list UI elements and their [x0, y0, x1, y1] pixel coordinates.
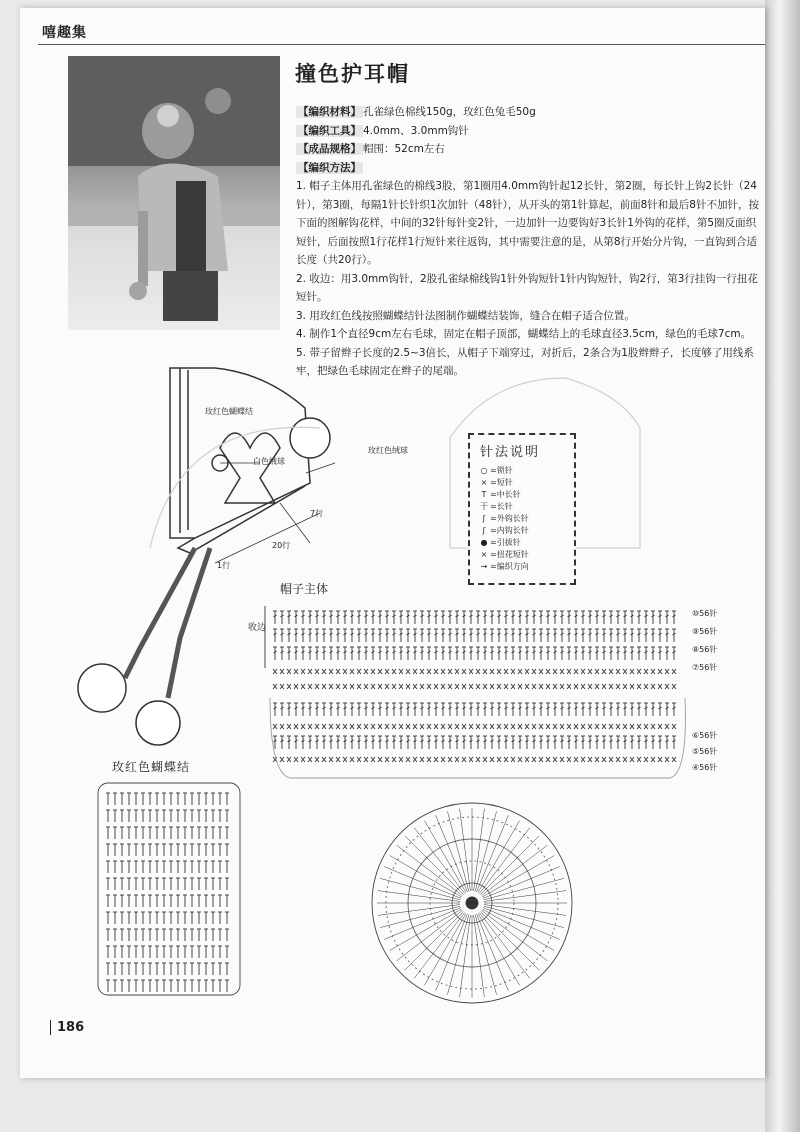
- row-label: ⑨56针: [692, 627, 718, 636]
- bow-chart-label: 玫红色蝴蝶结: [112, 760, 191, 774]
- dimension-1-row: 1行: [217, 561, 231, 570]
- legend-item: × =短针: [480, 478, 513, 487]
- crown-round-chart: [20, 8, 765, 1078]
- book-page: [20, 8, 765, 1078]
- step-5: 5. 带子留辫子长度的2.5~3倍长，从帽子下端穿过，对折后，2条合为1股辫辫子，长度够了用线系牢，把绿色毛球固定在辫子的尾端。: [296, 346, 754, 377]
- step-2: 2. 收边：用3.0mm钩针，2股孔雀绿棉线钩1针外钩短针1针内钩短针，钩2行，第3行挂钩一行扭花短针。: [296, 272, 758, 303]
- dimension-20-rows: 20行: [272, 541, 291, 550]
- legend-item: ● =引拔针: [480, 538, 521, 547]
- tools-text: 4.0mm、3.0mm钩针: [363, 124, 469, 137]
- pattern-title: 撞色护耳帽: [295, 62, 410, 86]
- legend-item: ○ =锁针: [480, 466, 513, 475]
- row-label: ⑧56针: [692, 645, 718, 654]
- legend-item: 干 =长针: [480, 502, 513, 511]
- materials-text: 孔雀绿色棉线150g，玫红色兔毛50g: [363, 106, 536, 118]
- materials-label: 【编织材料】: [298, 106, 361, 118]
- size-text: 帽围：52cm左右: [363, 143, 445, 155]
- dimension-7-rows: 7行: [310, 509, 324, 518]
- legend-title: 针法说明: [480, 445, 541, 460]
- row-label: ⑤56针: [692, 747, 718, 756]
- step-3: 3. 用玫红色线按照蝴蝶结针法图制作蝴蝶结装饰，缝合在帽子适合位置。: [296, 309, 635, 322]
- white-pompom-callout: 白色绒球: [253, 457, 285, 466]
- row-label: ⑥56针: [692, 731, 718, 740]
- edge-label: 收边: [248, 623, 267, 633]
- legend-item: × =扭花短针: [480, 550, 529, 559]
- step-4: 4. 制作1个直径9cm左右毛球，固定在帽子顶部，蝴蝶结上的毛球直径3.5cm，绿色的毛球7cm。: [296, 328, 752, 340]
- tools-label: 【编织工具】: [298, 124, 361, 137]
- legend-item: → =编织方向: [480, 562, 529, 571]
- legend-item: T =中长针: [481, 490, 521, 499]
- row-label: ④56针: [692, 763, 718, 772]
- row-label: ⑩56针: [692, 609, 718, 618]
- series-title: 嘻趣集: [42, 25, 87, 41]
- step-1: 1. 帽子主体用孔雀绿色的棉线3股，第1圈用4.0mm钩针起12长针，第2圈，每长针上钩2长针（24针），第3圈，每隔1针长针织1次加针（48针），从开头的第1针算起，前面8针和最后8针不加针，按下面的图解钩花样，中间的32针每针变2针，一边加针一边要钩好3长针1外钩的花样，第5圈反面织短针，后面按照1行花样1行短针来往返钩，其中需要注意的是，从第8行开始分片钩，一直钩到合适长度（共20行）。: [296, 180, 759, 266]
- legend-item: ʃ =外钩长针: [482, 514, 529, 523]
- main-chart-label: 帽子主体: [280, 582, 329, 596]
- crown-stitch-rings: [372, 803, 572, 1003]
- legend-item: ʃ =内钩长针: [482, 526, 529, 535]
- book-spine: [765, 0, 800, 1132]
- size-label: 【成品规格】: [298, 143, 361, 155]
- page-number: 186: [50, 1020, 84, 1035]
- row-label: ⑦56针: [692, 663, 718, 672]
- bow-callout: 玫红色蝴蝶结: [205, 407, 253, 416]
- rose-pompom-callout: 玫红色绒球: [368, 446, 408, 455]
- method-label: 【编织方法】: [298, 161, 361, 174]
